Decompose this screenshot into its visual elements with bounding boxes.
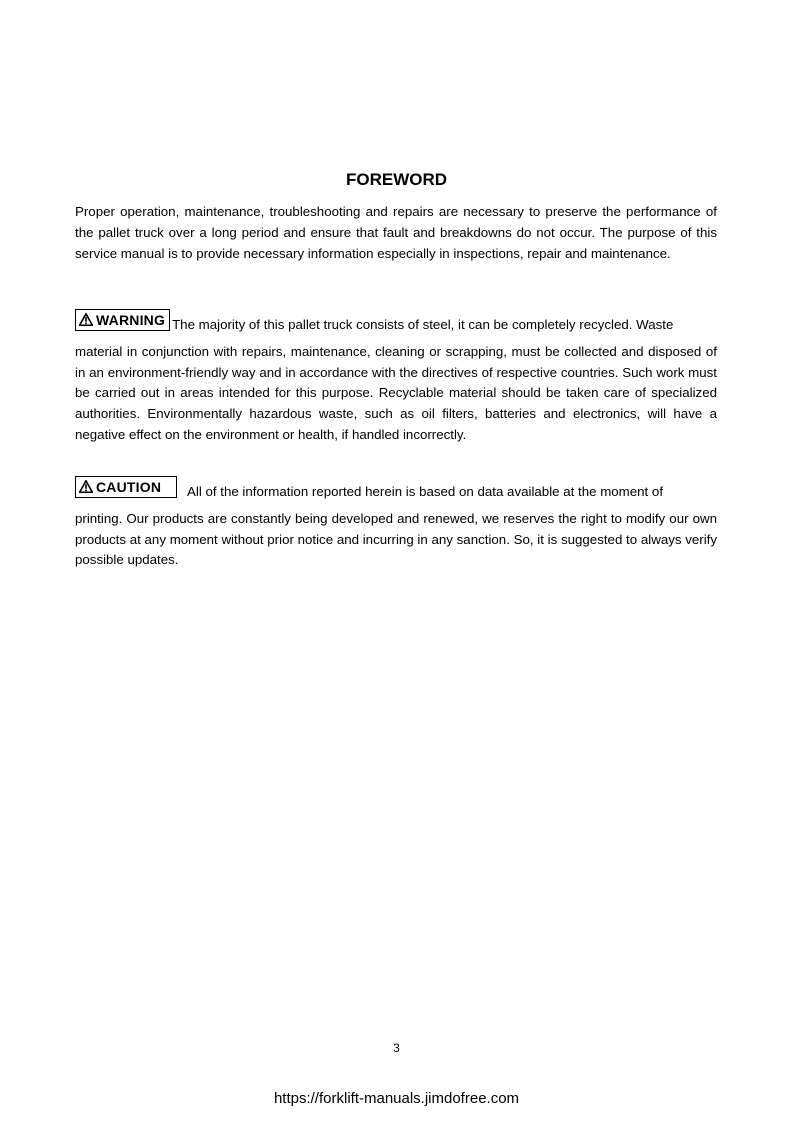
foreword-paragraph: Proper operation, maintenance, troubleshooting and repairs are necessary to preserve the performance of the pallet truck over a long period and ensure that fault and breakdowns do not occur. The purpose of this service manual is to provide necessary information especially in inspections, repair and maintenance. [75, 204, 717, 261]
caution-label-box [75, 476, 177, 498]
page-title: FOREWORD [345, 170, 448, 189]
caution-triangle-icon [79, 480, 93, 493]
warning-label-box [75, 309, 170, 331]
footer-url: https://forklift-manuals.jimdofree.com [273, 1090, 520, 1107]
warning-text: material in conjunction with repairs, maintenance, cleaning or scrapping, must be collected and disposed of in an environment-friendly way and in accordance with the directives of respective countries. Such work must be carried out in areas intended for this purpose. Recyclable material should be taken care of specialized authorities. Environmentally hazardous waste, such as oil filters, batteries and electronics, will have a negative effect on the environment or health, if handled incorrectly. [75, 343, 717, 442]
caution-text-first-line: All of the information reported herein is based on data available at the moment of [187, 484, 664, 499]
caution-section [75, 480, 717, 571]
warning-section [75, 313, 717, 446]
warning-text-first-line: The majority of this pallet truck consists of steel, it can be completely recycled. Waste [172, 317, 674, 332]
page-number: 3 [393, 1041, 400, 1055]
warning-triangle-icon [79, 313, 93, 326]
caution-label: CAUTION [96, 479, 162, 495]
warning-label: WARNING [96, 312, 166, 328]
caution-text: printing. Our products are constantly being developed and renewed, we reserves the right to modify our own products at any moment without prior notice and incurring in any sanction. So, it is suggested to always verify possible updates. [75, 510, 717, 568]
